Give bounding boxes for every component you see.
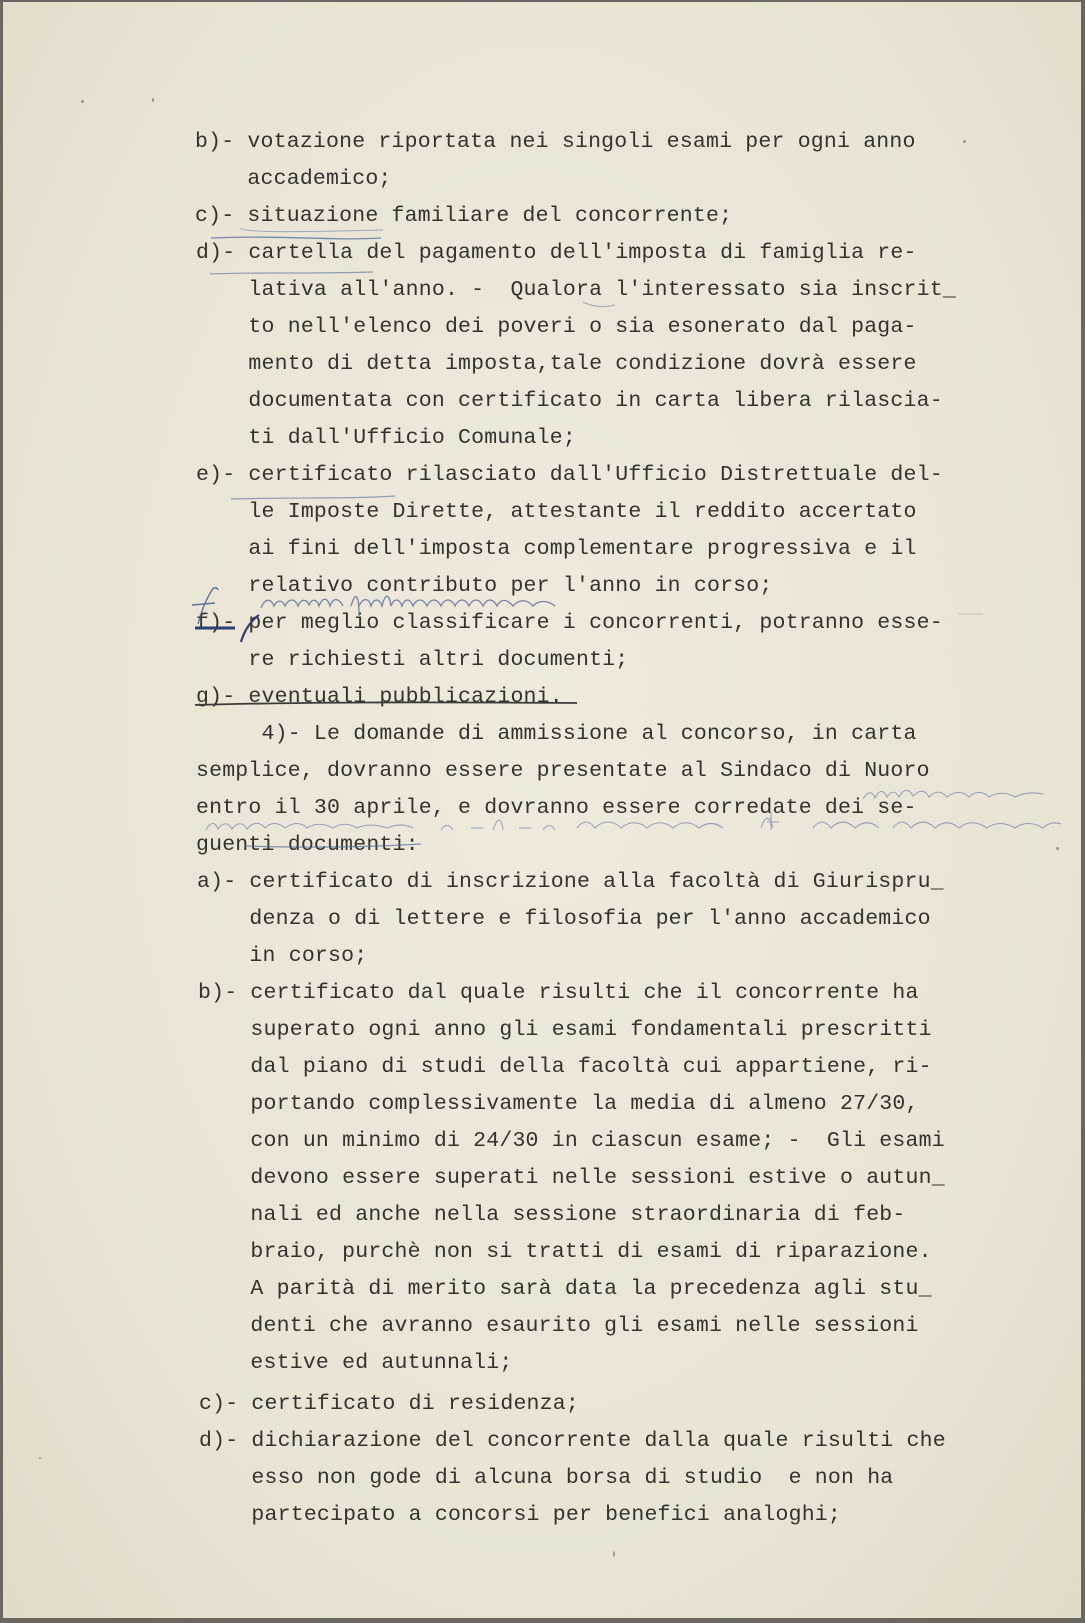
text-line: a)- certificato di inscrizione alla facoltà di Giurispru_ bbox=[197, 870, 944, 894]
paper-speck bbox=[152, 98, 154, 102]
text-line: re richiesti altri documenti; bbox=[196, 648, 629, 672]
text-line: b)- votazione riportata nei singoli esami per ogni anno bbox=[195, 130, 916, 154]
paper-speck bbox=[963, 140, 966, 143]
text-line: entro il 30 aprile, e dovranno essere corredate dei se- bbox=[196, 796, 917, 820]
text-line: guenti documenti: bbox=[196, 833, 419, 857]
paper-speck bbox=[1056, 847, 1059, 850]
text-line: lativa all'anno. - Qualora l'interessato sia inscrit_ bbox=[196, 278, 956, 302]
text-line: e)- certificato rilasciato dall'Ufficio Distrettuale del- bbox=[196, 463, 943, 487]
text-line: 4)- Le domande di ammissione al concorso, in carta bbox=[196, 722, 917, 746]
text-line: con un minimo di 24/30 in ciascun esame; - Gli esami bbox=[198, 1129, 945, 1153]
text-line: A parità di merito sarà data la precedenza agli stu_ bbox=[198, 1277, 932, 1301]
handwritten-note-eventuali-pubblicazioni bbox=[261, 596, 555, 616]
text-line: documentata con certificato in carta libera rilascia- bbox=[196, 389, 943, 413]
text-line: accademico; bbox=[195, 167, 392, 191]
text-line: b)- certificato dal quale risulti che il concorrente ha bbox=[198, 981, 919, 1005]
text-line: partecipato a concorsi per benefici analoghi; bbox=[199, 1503, 842, 1527]
pen-annotations bbox=[3, 2, 1081, 1618]
text-line: denti che avranno esaurito gli esami nelle sessioni bbox=[198, 1314, 919, 1338]
text-line: portando complessivamente la media di almeno 27/30, bbox=[198, 1092, 919, 1116]
handwritten-margin-note bbox=[206, 790, 1061, 830]
text-line: c)- certificato di residenza; bbox=[199, 1392, 579, 1416]
paper-speck bbox=[39, 1457, 41, 1459]
text-line: in corso; bbox=[197, 944, 368, 968]
text-line: ai fini dell'imposta complementare progressiva e il bbox=[196, 537, 917, 561]
text-line: denza o di lettere e filosofia per l'anno accademico bbox=[197, 907, 931, 931]
text-line: ti dall'Ufficio Comunale; bbox=[196, 426, 576, 450]
paper-speck bbox=[81, 100, 84, 103]
text-line: esso non gode di alcuna borsa di studio e non ha bbox=[199, 1466, 894, 1490]
text-line: semplice, dovranno essere presentate al Sindaco di Nuoro bbox=[196, 759, 930, 783]
text-line: nali ed anche nella sessione straordinaria di feb- bbox=[198, 1203, 906, 1227]
text-line-struck: g)- eventuali pubblicazioni. bbox=[196, 685, 563, 709]
text-line: braio, purchè non si tratti di esami di riparazione. bbox=[198, 1240, 932, 1264]
text-line: superato ogni anno gli esami fondamentali prescritti bbox=[198, 1018, 932, 1042]
paper-speck bbox=[613, 1551, 615, 1557]
document-page bbox=[3, 2, 1081, 1618]
text-line: f)- per meglio classificare i concorrenti, potranno esse- bbox=[196, 611, 943, 635]
text-line: to nell'elenco dei poveri o sia esonerato dal paga- bbox=[196, 315, 917, 339]
text-line: estive ed autunnali; bbox=[198, 1351, 513, 1375]
handwritten-note-f bbox=[192, 588, 218, 624]
text-line: d)- dichiarazione del concorrente dalla quale risulti che bbox=[199, 1429, 946, 1453]
text-line: mento di detta imposta,tale condizione dovrà essere bbox=[196, 352, 917, 376]
text-line: devono essere superati nelle sessioni estive o autun_ bbox=[198, 1166, 945, 1190]
text-line: le Imposte Dirette, attestante il reddito accertato bbox=[196, 500, 917, 524]
text-line: c)- situazione familiare del concorrente; bbox=[195, 204, 733, 228]
text-line: dal piano di studi della facoltà cui appartiene, ri- bbox=[198, 1055, 932, 1079]
text-line: relativo contributo per l'anno in corso; bbox=[196, 574, 773, 598]
text-line: d)- cartella del pagamento dell'imposta di famiglia re- bbox=[196, 241, 917, 265]
